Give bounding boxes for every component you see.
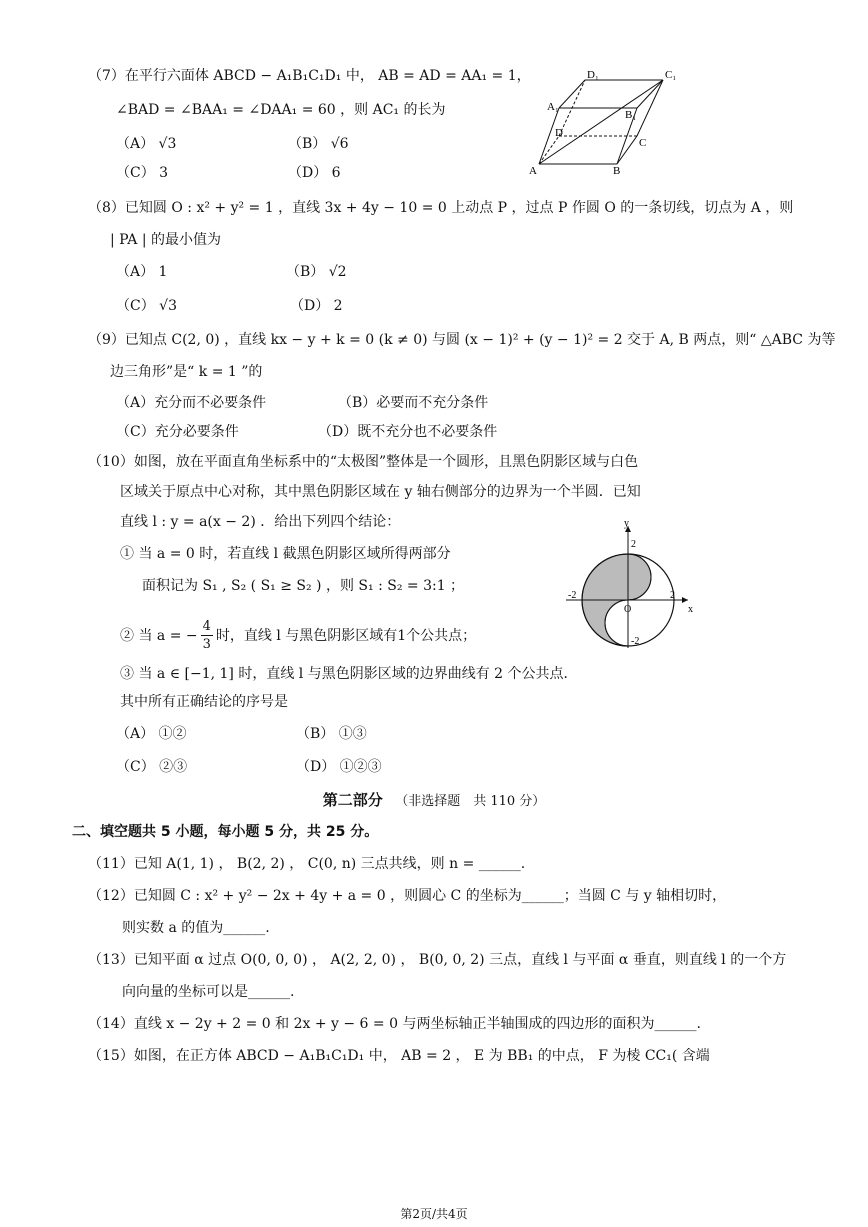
- q10-option-c: （C） ②③: [116, 759, 188, 775]
- q8-option-c: （C） √3: [116, 298, 177, 314]
- q10-conclusion1a: ① 当 a = 0 时，若直线 l 截黑色阴影区域所得两部分: [120, 546, 451, 562]
- q7-option-b: （B） √6: [288, 136, 349, 152]
- label-d1: D₁: [587, 69, 599, 81]
- taiji-y-minus2: -2: [631, 636, 640, 647]
- taiji-origin-label: O: [624, 604, 632, 615]
- q7-option-d: （D） 6: [288, 165, 341, 181]
- q10-option-b: （B） ①③: [296, 726, 367, 742]
- label-c: C: [639, 137, 647, 149]
- q10-conclusion1b: 面积记为 S₁ , S₂ ( S₁ ≥ S₂ ) ，则 S₁ : S₂ = 3:1 ；: [142, 578, 465, 594]
- q10-conclusion2: [120, 618, 476, 653]
- taiji-x-label: x: [688, 604, 693, 615]
- part2-title: 第二部分: [322, 791, 383, 809]
- section-heading: 二、填空题共 5 小题，每小题 5 分，共 25 分。: [72, 824, 379, 840]
- q9-option-a: （A）充分而不必要条件: [116, 395, 267, 411]
- part2-heading: [0, 790, 868, 812]
- label-b1: B₁: [625, 109, 637, 121]
- q10-option-d: （D） ①②③: [296, 759, 382, 775]
- taiji-x-plus2: 2: [670, 590, 675, 601]
- q11: （11）已知 A(1, 1) ， B(2, 2) ， C(0, n) 三点共线，则 n = ______.: [88, 856, 526, 872]
- q12-line2: 则实数 a 的值为______.: [122, 920, 270, 936]
- label-b: B: [613, 165, 621, 177]
- q8-line1: （8）已知圆 O : x² + y² = 1 ，直线 3x + 4y − 10 = 0 上动点 P ，过点 P 作圆 O 的一条切线，切点为 A ，则: [88, 200, 794, 216]
- taiji-figure: [560, 518, 700, 648]
- taiji-y-plus2: 2: [631, 539, 636, 550]
- q9-line2: 边三角形”是“ k = 1 ”的: [110, 364, 263, 380]
- q7-option-a: （A） √3: [116, 136, 177, 152]
- q8-option-d: （D） 2: [290, 298, 343, 314]
- q8-line2: | PA | 的最小值为: [110, 232, 222, 248]
- label-a1: A₁: [547, 101, 559, 113]
- taiji-x-minus2: -2: [568, 590, 577, 601]
- taiji-y-label: y: [624, 518, 629, 529]
- fraction-numerator: 4: [202, 619, 211, 634]
- q10-option-a: （A） ①②: [116, 726, 187, 742]
- fraction: [201, 618, 213, 653]
- q10-ask: 其中所有正确结论的序号是: [120, 694, 288, 710]
- q7-line1: （7）在平行六面体 ABCD − A₁B₁C₁D₁ 中， AB = AD = AA₁ = 1，: [88, 68, 531, 84]
- q8-option-b: （B） √2: [286, 264, 347, 280]
- q12-line1: （12）已知圆 C : x² + y² − 2x + 4y + a = 0 ，则圆心 C 的坐标为______；当圆 C 与 y 轴相切时，: [88, 888, 727, 904]
- q13-line2: 向向量的坐标可以是______.: [122, 984, 295, 1000]
- label-a: A: [529, 165, 537, 177]
- q10-c2-prefix: ② 当 a = −: [120, 627, 198, 644]
- q7-option-c: （C） 3: [116, 165, 169, 181]
- fraction-denominator: 3: [202, 637, 211, 652]
- q9-option-b: （B）必要而不充分条件: [338, 395, 489, 411]
- q15: （15）如图，在正方体 ABCD − A₁B₁C₁D₁ 中， AB = 2 ， E 为 BB₁ 的中点， F 为棱 CC₁( 含端: [88, 1048, 710, 1064]
- q14: （14）直线 x − 2y + 2 = 0 和 2x + y − 6 = 0 与两坐标轴正半轴围成的四边形的面积为______.: [88, 1016, 701, 1032]
- q10-line1: （10）如图，放在平面直角坐标系中的“太极图”整体是一个圆形，且黑色阴影区域与白色: [88, 454, 639, 470]
- part2-subtitle: （非选择题 共 110 分）: [395, 794, 546, 809]
- q8-option-a: （A） 1: [116, 264, 168, 280]
- label-d: D: [555, 127, 563, 139]
- q13-line1: （13）已知平面 α 过点 O(0, 0, 0) ， A(2, 2, 0) ， B(0, 0, 2) 三点，直线 l 与平面 α 垂直，则直线 l 的一个方: [88, 952, 787, 968]
- q7-line2: ∠BAD = ∠BAA₁ = ∠DAA₁ = 60 ，则 AC₁ 的长为: [116, 102, 446, 118]
- q9-option-d: （D）既不充分也不必要条件: [318, 424, 498, 440]
- page-footer: 第2页/共4页: [400, 1207, 468, 1221]
- q10-line2: 区域关于原点中心对称，其中黑色阴影区域在 y 轴右侧部分的边界为一个半圆．已知: [120, 484, 641, 500]
- q9-option-c: （C）充分必要条件: [116, 424, 239, 440]
- q9-line1: （9）已知点 C(2, 0) ，直线 kx − y + k = 0 (k ≠ 0) 与圆 (x − 1)² + (y − 1)² = 2 交于 A, B 两点，则“ △ABC 为等: [88, 332, 836, 348]
- q10-line3: 直线 l : y = a(x − 2) ．给出下列四个结论：: [120, 514, 401, 530]
- q10-c2-suffix: 时，直线 l 与黑色阴影区域有1个公共点；: [215, 627, 477, 644]
- parallelepiped-figure: [525, 66, 695, 178]
- label-c1: C₁: [665, 69, 677, 81]
- q10-conclusion3: ③ 当 a ∈ [−1, 1] 时，直线 l 与黑色阴影区域的边界曲线有 2 个公共点．: [120, 666, 578, 682]
